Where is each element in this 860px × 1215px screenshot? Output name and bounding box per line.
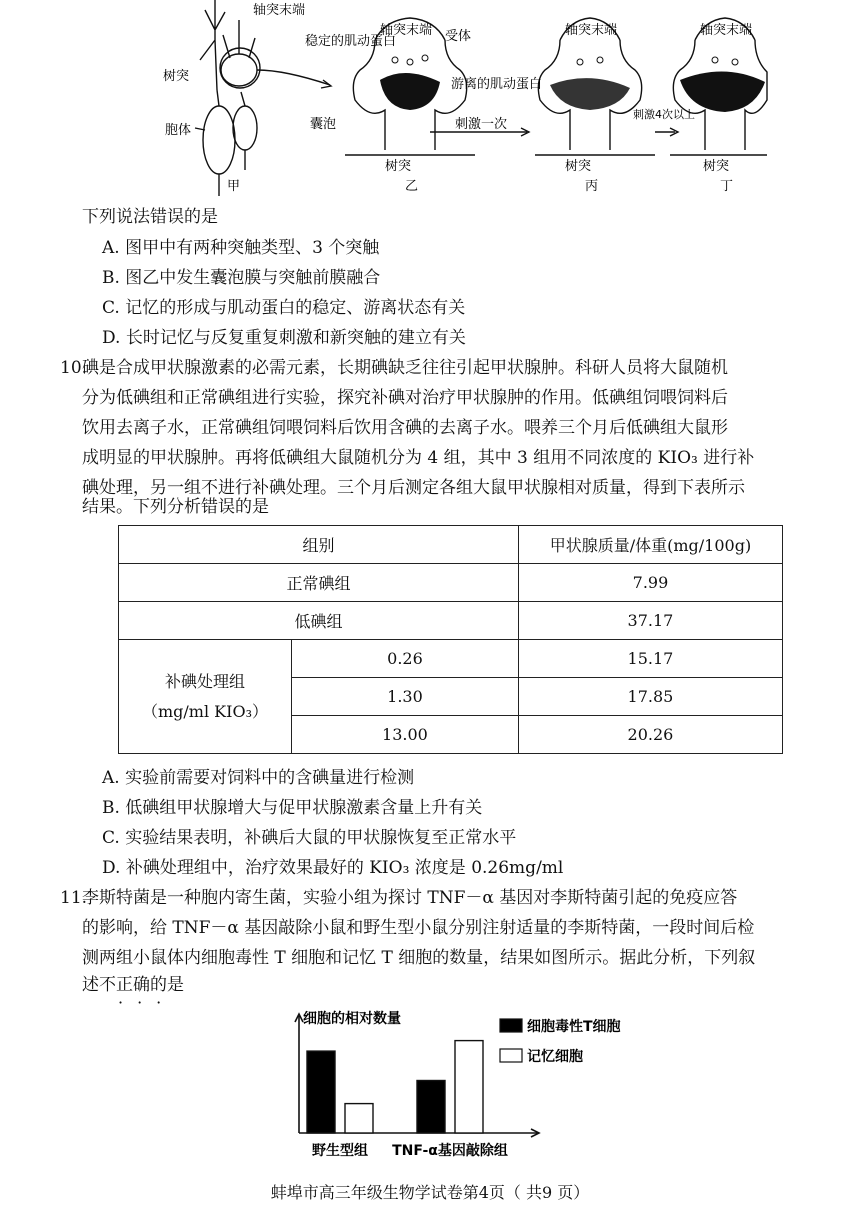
- q11-line-3: 测两组小鼠体内细胞毒性 T 细胞和记忆 T 细胞的数量，结果如图所示。据此分析，下列叙: [82, 948, 756, 968]
- q11-line-1: 李斯特菌是一种胞内寄生菌，实验小组为探讨 TNF－α 基因对李斯特菌引起的免疫应答: [82, 888, 738, 908]
- label-receptor: 受体: [445, 29, 472, 44]
- table-supp-value: 15.17: [518, 640, 782, 678]
- q11-number: 11.: [60, 888, 88, 908]
- label-stim-once: 刺激一次: [455, 117, 508, 132]
- label-dendrite-jia: 树突: [163, 69, 190, 84]
- q11-line-4: 述不正确的是: [82, 975, 184, 995]
- q10-option-c: C. 实验结果表明，补碘后大鼠的甲状腺恢复至正常水平: [102, 828, 517, 848]
- q10-line-5: 碘处理，另一组不进行补碘处理。三个月后测定各组大鼠甲状腺相对质量，得到下表所示: [82, 478, 745, 498]
- cell-count-chart: [285, 1005, 655, 1165]
- label-bing: 丙: [585, 179, 599, 194]
- table-supp-label-2: （mg/ml KIO₃）: [142, 701, 268, 721]
- q9-stem: 下列说法错误的是: [82, 207, 218, 227]
- label-stable-protein: 稳定的肌动蛋白: [305, 34, 397, 49]
- label-dendrite-ding: 树突: [703, 159, 730, 174]
- table-header-group: 组别: [119, 526, 519, 564]
- label-vesicle: 囊泡: [310, 117, 337, 132]
- label-dendrite-bing: 树突: [565, 159, 592, 174]
- label-jia: 甲: [227, 179, 241, 194]
- q10-line-2: 分为低碘组和正常碘组进行实验，探究补碘对治疗甲状腺肿的作用。低碘组饲喂饲料后: [82, 388, 728, 408]
- bar: [345, 1104, 373, 1133]
- table-supp-label: [119, 640, 292, 754]
- label-axon-terminal-ding: 轴突末端: [700, 23, 753, 38]
- thyroid-table: [118, 525, 783, 754]
- q10-line-4: 成明显的甲状腺肿。再将低碘组大鼠随机分为 4 组，其中 3 组用不同浓度的 KIO₃ 进行补: [82, 448, 755, 468]
- bar: [307, 1051, 335, 1133]
- q10-line-3: 饮用去离子水，正常碘组饲喂饲料后饮用含碘的去离子水。喂养三个月后低碘组大鼠形: [82, 418, 728, 438]
- bar: [417, 1081, 445, 1134]
- label-yi: 乙: [405, 179, 419, 194]
- table-row-normal-value: 7.99: [518, 564, 782, 602]
- x-tick-label: TNF-α基因敲除组: [392, 1143, 508, 1159]
- table-supp-conc: 0.26: [292, 640, 519, 678]
- label-axon-terminal-bing: 轴突末端: [565, 23, 618, 38]
- chart-ylabel: 细胞的相对数量: [303, 1011, 401, 1027]
- q10-line-1: 碘是合成甲状腺激素的必需元素，长期碘缺乏往往引起甲状腺肿。科研人员将大鼠随机: [82, 358, 728, 378]
- label-axon-terminal-jia: 轴突末端: [253, 3, 306, 18]
- page-footer: 蚌埠市高三年级生物学试卷第4页（ 共9 页）: [270, 1183, 590, 1202]
- legend-swatch: [500, 1019, 522, 1032]
- label-dendrite-yi: 树突: [385, 159, 412, 174]
- x-tick-label: 野生型组: [312, 1143, 368, 1159]
- q10-line-6: 结果。下列分析错误的是: [82, 497, 269, 517]
- q10-option-d: D. 补碘处理组中，治疗效果最好的 KIO₃ 浓度是 0.26mg/ml: [102, 858, 564, 878]
- bar: [455, 1041, 483, 1133]
- table-row-normal: 正常碘组: [119, 564, 519, 602]
- synapse-figure: [155, 0, 770, 200]
- q9-option-d: D. 长时记忆与反复重复刺激和新突触的建立有关: [102, 328, 466, 348]
- table-row-low: 低碘组: [119, 602, 519, 640]
- q9-option-c: C. 记忆的形成与肌动蛋白的稳定、游离状态有关: [102, 298, 466, 318]
- table-header-value: 甲状腺质量/体重(mg/100g): [518, 526, 782, 564]
- emphasis-dots: ···: [118, 993, 176, 1012]
- q10-option-b: B. 低碘组甲状腺增大与促甲状腺激素含量上升有关: [102, 798, 483, 818]
- legend-label: 记忆细胞: [527, 1049, 583, 1065]
- q11-line-2: 的影响，给 TNF－α 基因敲除小鼠和野生型小鼠分别注射适量的李斯特菌，一段时间后检: [82, 918, 755, 938]
- q10-number: 10.: [60, 358, 88, 378]
- table-supp-label-1: 补碘处理组: [164, 671, 245, 691]
- label-soma: 胞体: [165, 123, 192, 138]
- q9-option-b: B. 图乙中发生囊泡膜与突触前膜融合: [102, 268, 381, 288]
- q10-option-a: A. 实验前需要对饲料中的含碘量进行检测: [102, 768, 415, 788]
- table-supp-conc: 13.00: [292, 716, 519, 754]
- label-free-protein: 游离的肌动蛋白: [451, 77, 543, 92]
- legend-swatch: [500, 1049, 522, 1062]
- table-supp-value: 20.26: [518, 716, 782, 754]
- q9-option-a: A. 图甲中有两种突触类型、3 个突触: [102, 238, 380, 258]
- table-supp-conc: 1.30: [292, 678, 519, 716]
- legend-label: 细胞毒性T细胞: [527, 1019, 621, 1035]
- label-ding: 丁: [720, 179, 734, 194]
- label-stim-four: 刺激4次以上: [633, 108, 695, 121]
- table-supp-value: 17.85: [518, 678, 782, 716]
- table-row-low-value: 37.17: [518, 602, 782, 640]
- label-axon-terminal-yi: 轴突末端: [380, 23, 433, 38]
